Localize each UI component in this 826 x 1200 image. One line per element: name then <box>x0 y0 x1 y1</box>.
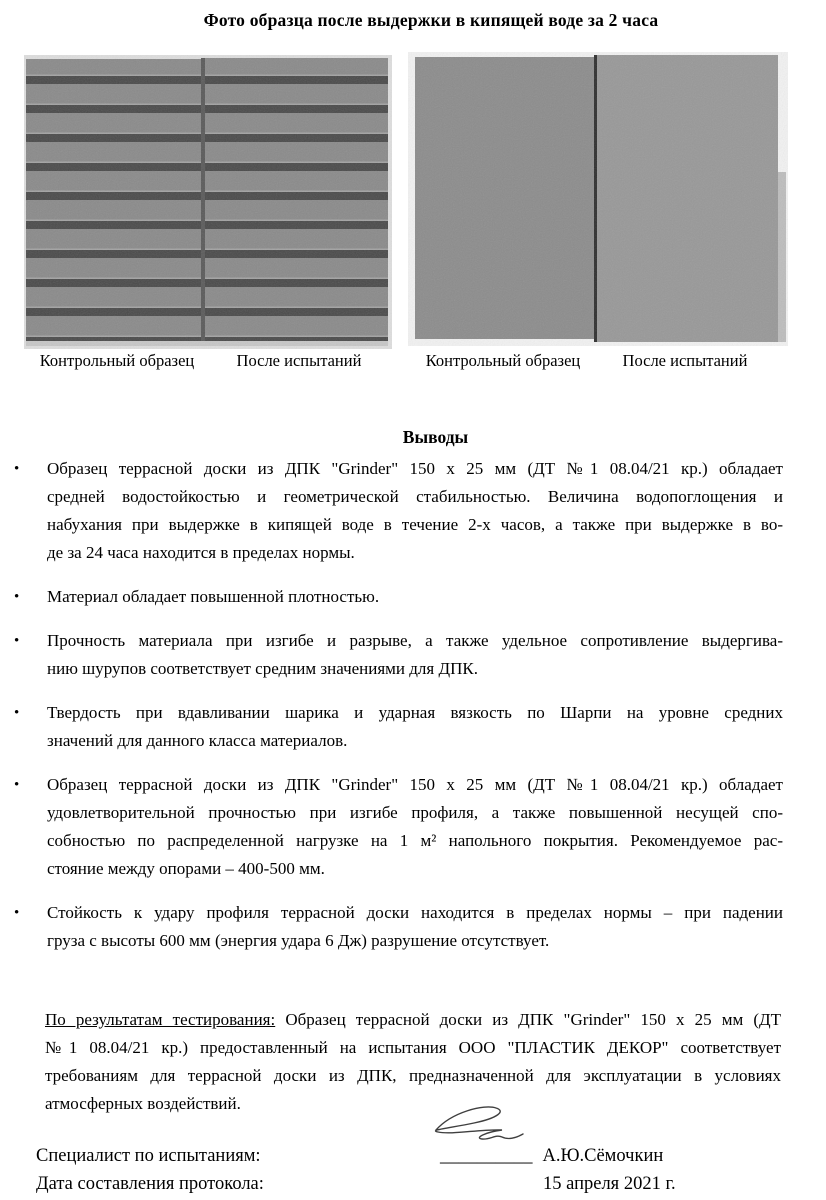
bullet-marker: • <box>14 589 20 605</box>
bullet-line: средней водостойкостью и геометрической стабильностью. Величина водопоглощения и <box>47 487 783 506</box>
signature-stroke <box>436 1107 523 1139</box>
protocol-date-label: Дата составления протокола: <box>36 1174 264 1194</box>
photo-grooved-samples <box>24 55 392 349</box>
bullet-item <box>12 899 781 955</box>
specialist-label: Специалист по испытаниям: <box>36 1146 261 1166</box>
bullet-marker: • <box>14 905 20 921</box>
bullet-text <box>47 455 783 567</box>
signature-underline: __________ <box>440 1146 533 1166</box>
bullet-line: груза с высоты 600 мм (энергия удара 6 Дж) разрушение отсутствует. <box>47 931 550 950</box>
bullet-text <box>47 899 783 955</box>
bullet-line: Материал обладает повышенной плотностью. <box>47 587 380 606</box>
bullet-line: значений для данного класса материалов. <box>47 731 348 750</box>
bullet-text <box>47 583 783 611</box>
bullet-line: Стойкость к удару профиля террасной доски находится в пределах нормы – при падении <box>47 903 783 922</box>
bullet-text <box>47 627 783 683</box>
bullet-line: набухания при выдержке в кипящей воде в течение 2-х часов, а также при выдержке в во- <box>47 515 783 534</box>
caption-control-sample: Контрольный образец <box>39 351 195 370</box>
result-line-rest: Образец террасной доски из ДПК "Grinder" 150 х 25 мм (ДТ <box>275 1010 781 1029</box>
caption-control-sample: Контрольный образец <box>425 351 581 370</box>
photo-grain <box>408 52 788 346</box>
protocol-date-value: 15 апреля 2021 г. <box>543 1174 676 1194</box>
bullet-line: удовлетворительной прочностью при изгибе профиля, а также повышенной несущей спо- <box>47 803 783 822</box>
result-line: №1 08.04/21 кр.) предоставленный на испытания ООО "ПЛАСТИК ДЕКОР" соответствует <box>45 1038 781 1057</box>
bullet-line: Образец террасной доски из ДПК "Grinder" 150 х 25 мм (ДТ №1 08.04/21 кр.) обладает <box>47 459 783 478</box>
test-result-paragraph <box>45 1006 781 1118</box>
result-line: атмосферных воздействий. <box>45 1094 241 1113</box>
conclusions-heading: Выводы <box>402 427 469 447</box>
bullet-item <box>12 771 781 883</box>
caption-after-test: После испытаний <box>622 351 748 370</box>
bullet-marker: • <box>14 777 20 793</box>
result-label: По результатам тестирования: <box>45 1010 276 1029</box>
specialist-name: А.Ю.Сёмочкин <box>542 1146 664 1166</box>
bullet-line: Прочность материала при изгибе и разрыве, а также удельное сопротивление выдергива- <box>47 631 783 650</box>
bullet-line: стояние между опорами – 400-500 мм. <box>47 859 325 878</box>
page-title: Фото образца после выдержки в кипящей воде за 2 часа <box>203 10 659 30</box>
conclusions-list <box>12 455 781 971</box>
bullet-item <box>12 627 781 683</box>
bullet-line: нию шурупов соответствует средним значениями для ДПК. <box>47 659 478 678</box>
bullet-text <box>47 771 783 883</box>
bullet-marker: • <box>14 461 20 477</box>
photo-smooth-samples <box>408 52 788 346</box>
caption-after-test: После испытаний <box>236 351 362 370</box>
bullet-line: Твердость при вдавливании шарика и ударная вязкость по Шарпи на уровне средних <box>47 703 783 722</box>
bullet-item <box>12 699 781 755</box>
result-line: требованиям для террасной доски из ДПК, предназначенной для эксплуатации в условиях <box>45 1066 781 1085</box>
result-line <box>45 1006 781 1034</box>
bullet-item <box>12 583 781 611</box>
bullet-marker: • <box>14 705 20 721</box>
bullet-line: собностью по распределенной нагрузке на 1 м² напольного покрытия. Рекомендуемое рас- <box>47 831 783 850</box>
bullet-text <box>47 699 783 755</box>
bullet-item <box>12 455 781 567</box>
bullet-line: де за 24 часа находится в пределах нормы. <box>47 543 355 562</box>
photo-grain <box>24 55 392 349</box>
signature-row <box>440 1146 663 1167</box>
bullet-line: Образец террасной доски из ДПК "Grinder" 150 х 25 мм (ДТ №1 08.04/21 кр.) обладает <box>47 775 783 794</box>
bullet-marker: • <box>14 633 20 649</box>
